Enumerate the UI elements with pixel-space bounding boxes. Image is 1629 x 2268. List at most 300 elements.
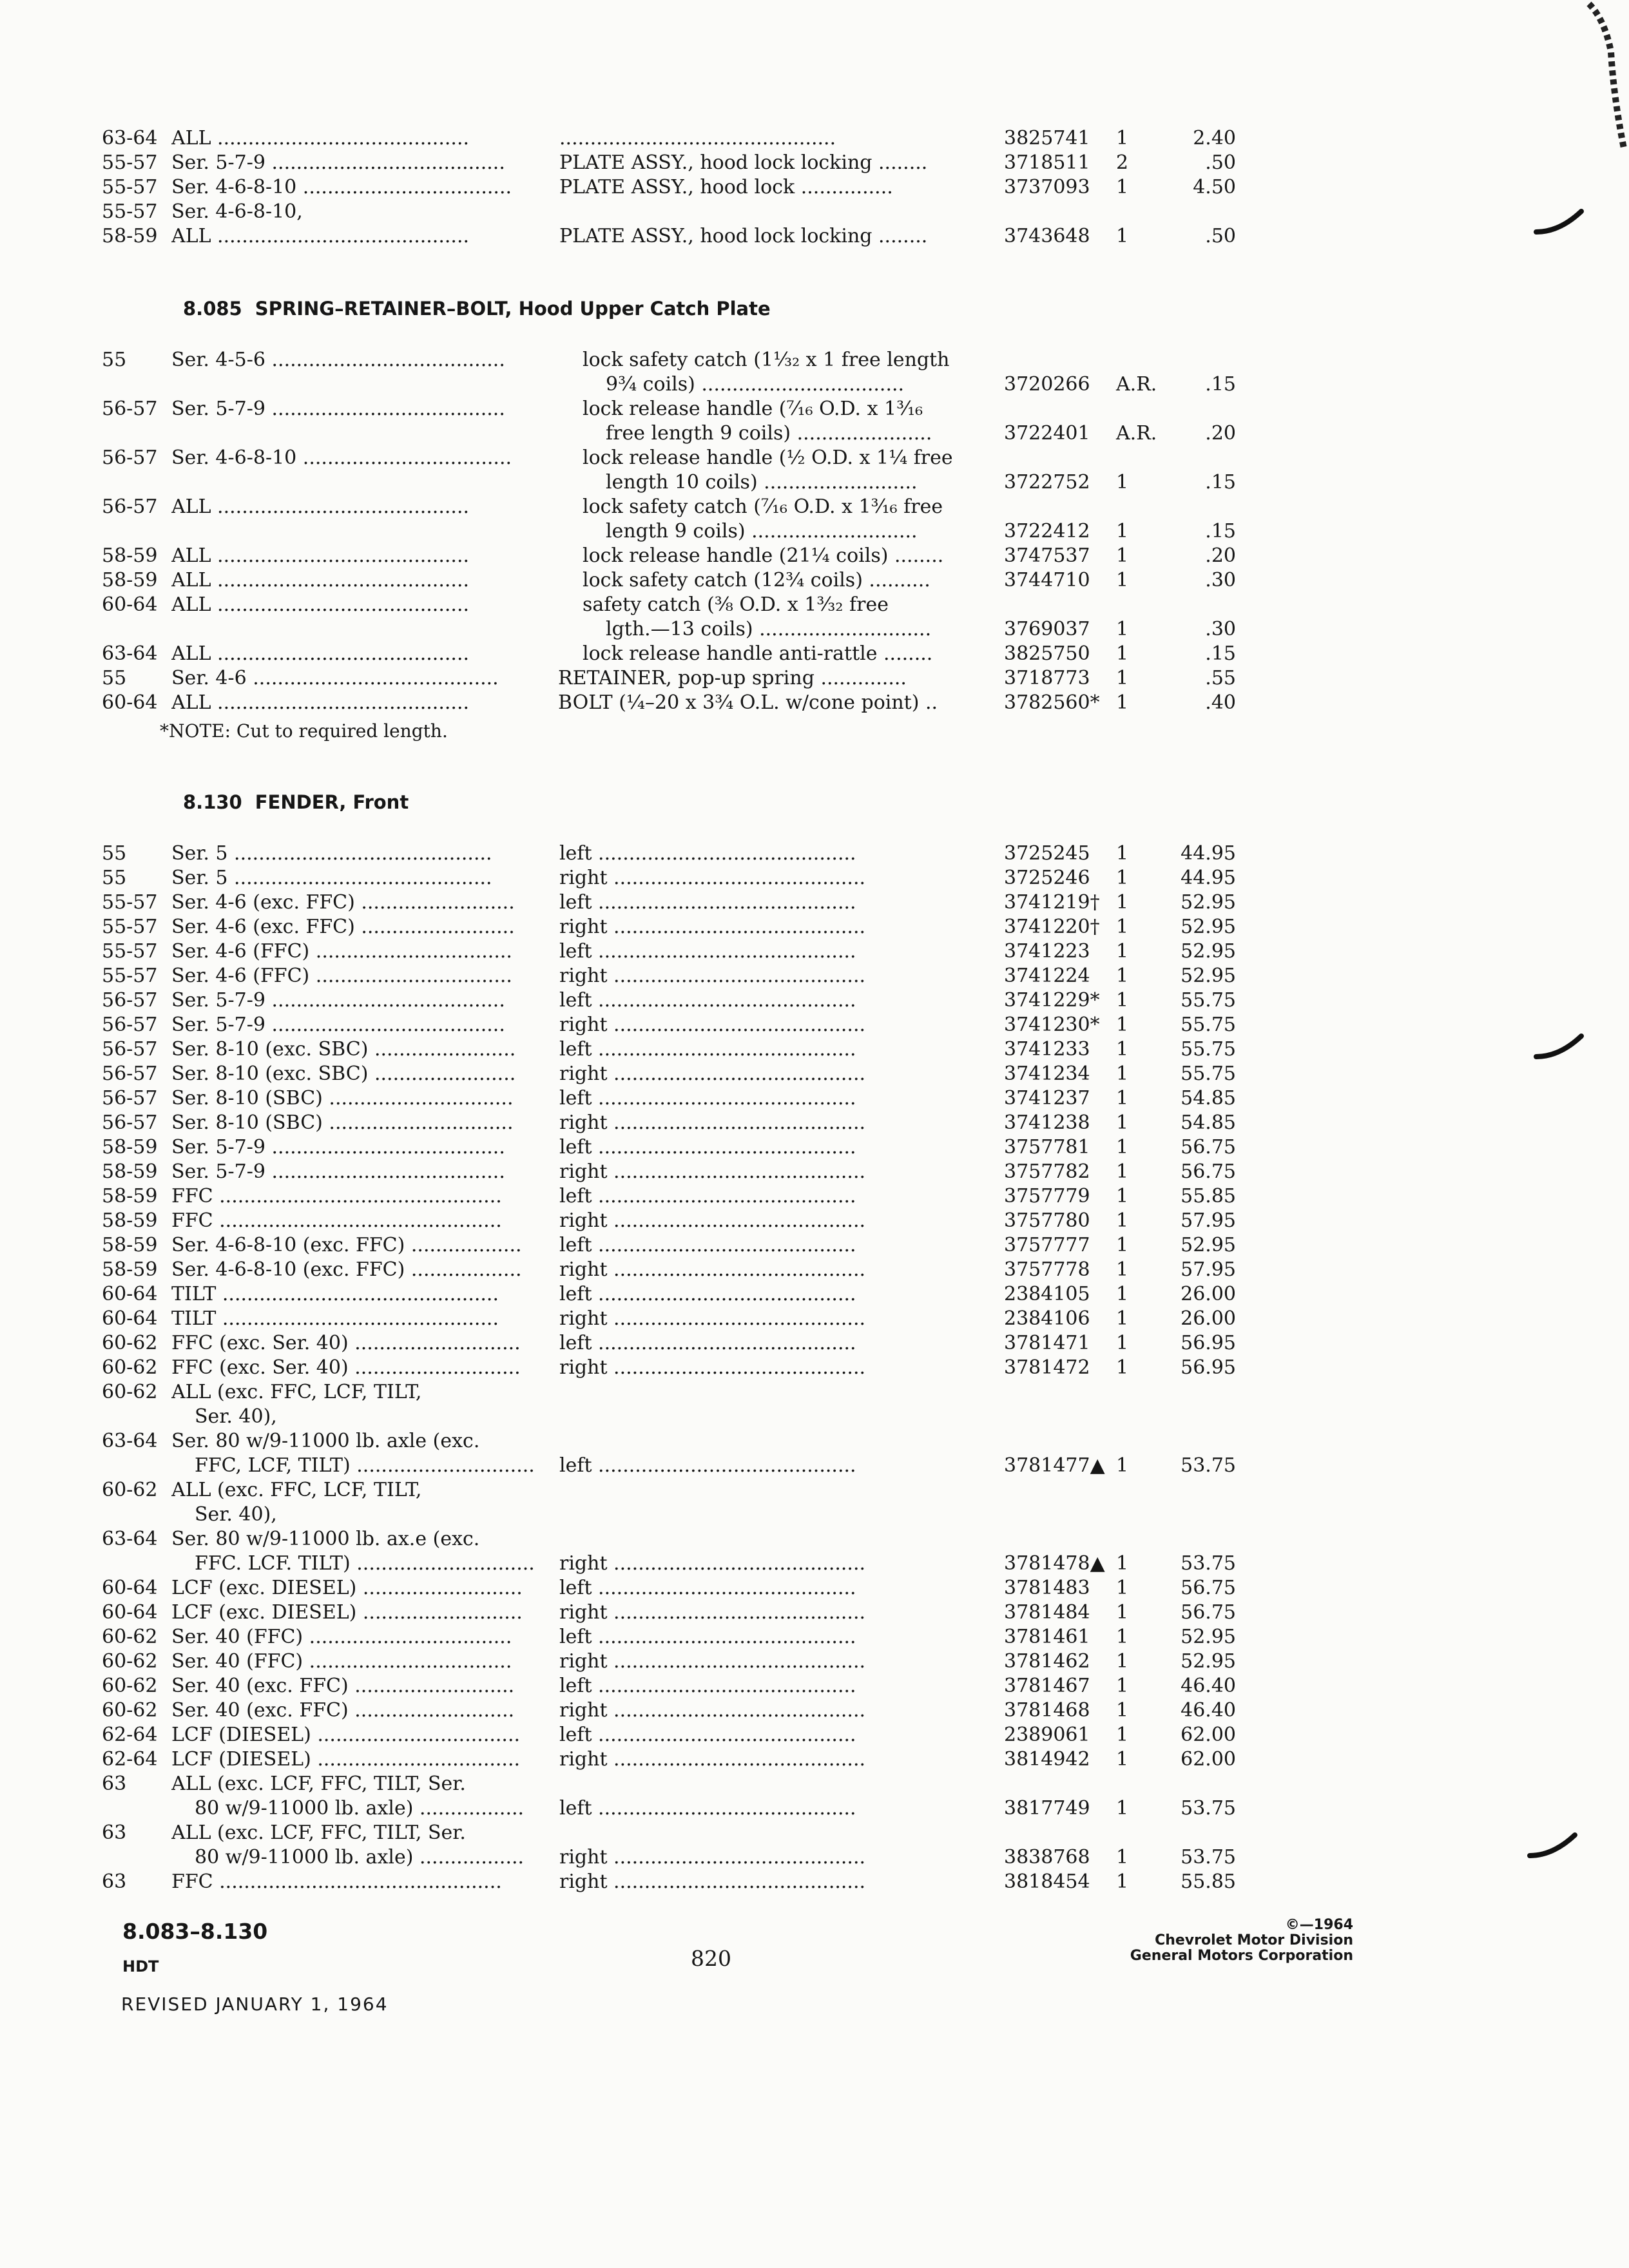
series-cell: Ser. 5-7-9 ...................................... bbox=[171, 1014, 505, 1036]
part-number-cell: 3781462 bbox=[1004, 1650, 1090, 1673]
series-cell: Ser. 4-6-8-10, bbox=[171, 200, 303, 223]
part-row bbox=[0, 915, 1629, 939]
price-cell: .15 bbox=[1205, 373, 1236, 396]
part-row bbox=[0, 1698, 1629, 1723]
part-number-cell: 3737093 bbox=[1004, 176, 1090, 198]
part-number-cell: 3743648 bbox=[1004, 225, 1090, 247]
price-cell: 56.75 bbox=[1181, 1136, 1236, 1158]
year-cell: 55 bbox=[102, 667, 127, 689]
year-cell: 63 bbox=[102, 1773, 127, 1795]
quantity-cell: 1 bbox=[1116, 1160, 1129, 1183]
quantity-cell: 1 bbox=[1116, 1699, 1129, 1722]
part-row bbox=[0, 544, 1629, 568]
description-cell: left .......................................... bbox=[559, 1136, 856, 1158]
quantity-cell: 1 bbox=[1116, 1111, 1129, 1134]
description-cell: left .......................................... bbox=[559, 891, 856, 914]
quantity-cell: 1 bbox=[1116, 1209, 1129, 1232]
price-cell: 57.95 bbox=[1181, 1209, 1236, 1232]
description-cell: length 10 coils) ......................... bbox=[606, 471, 918, 494]
part-row bbox=[0, 224, 1629, 249]
quantity-cell: 1 bbox=[1116, 1014, 1129, 1036]
part-row bbox=[0, 1135, 1629, 1160]
quantity-cell: 1 bbox=[1116, 642, 1129, 665]
part-number-cell: 3747537 bbox=[1004, 544, 1090, 567]
price-cell: 55.85 bbox=[1181, 1185, 1236, 1207]
quantity-cell: 1 bbox=[1116, 867, 1129, 889]
description-cell: right ......................................... bbox=[559, 867, 866, 889]
part-row bbox=[0, 1870, 1629, 1894]
quantity-cell: A.R. bbox=[1116, 373, 1157, 396]
description-cell: right ......................................... bbox=[559, 1650, 866, 1673]
description-cell: lock safety catch (⁷⁄₁₆ O.D. x 1³⁄₁₆ free bbox=[583, 495, 943, 518]
series-cell: Ser. 8-10 (exc. SBC) ....................... bbox=[171, 1062, 516, 1085]
description-cell: right ......................................... bbox=[559, 1601, 866, 1624]
price-cell: 56.75 bbox=[1181, 1601, 1236, 1624]
footer-range: 8.083–8.130 bbox=[122, 1919, 268, 1944]
part-number-cell: 3817749 bbox=[1004, 1797, 1090, 1820]
part-number-cell: 3781471 bbox=[1004, 1332, 1090, 1354]
quantity-cell: 2 bbox=[1116, 151, 1129, 174]
year-cell: 55-57 bbox=[102, 176, 158, 198]
description-cell: left .......................................... bbox=[559, 1038, 856, 1061]
price-cell: 55.75 bbox=[1181, 1038, 1236, 1061]
quantity-cell: 1 bbox=[1116, 1870, 1129, 1893]
part-number-cell: 2389061 bbox=[1004, 1724, 1090, 1746]
description-cell: right ......................................... bbox=[559, 1209, 866, 1232]
description-cell: PLATE ASSY., hood lock locking ........ bbox=[559, 151, 928, 174]
year-cell: 58-59 bbox=[102, 544, 158, 567]
quantity-cell: 1 bbox=[1116, 842, 1129, 865]
quantity-cell: 1 bbox=[1116, 891, 1129, 914]
series-cell: ALL (exc. FFC, LCF, TILT, bbox=[171, 1381, 422, 1403]
part-row bbox=[0, 1013, 1629, 1037]
part-number-cell: 3757779 bbox=[1004, 1185, 1090, 1207]
year-cell: 60-64 bbox=[102, 1283, 158, 1305]
quantity-cell: 1 bbox=[1116, 1356, 1129, 1379]
part-row bbox=[0, 372, 1629, 397]
series-cell: Ser. 40 (exc. FFC) .......................... bbox=[171, 1675, 515, 1697]
description-cell: left .......................................... bbox=[559, 1185, 856, 1207]
part-row bbox=[0, 691, 1629, 715]
part-row bbox=[0, 1503, 1629, 1527]
price-cell: 53.75 bbox=[1181, 1846, 1236, 1869]
binder-mark-icon bbox=[1527, 1830, 1579, 1862]
price-cell: 2.40 bbox=[1193, 127, 1236, 149]
page-number: 820 bbox=[691, 1946, 731, 1971]
description-cell: 9³⁄₄ coils) ................................. bbox=[606, 373, 905, 396]
part-number-cell: 3741219† bbox=[1004, 891, 1100, 914]
part-row bbox=[0, 1037, 1629, 1062]
part-row bbox=[0, 988, 1629, 1013]
footnote: *NOTE: Cut to required length. bbox=[160, 720, 448, 742]
division-name: Chevrolet Motor Division bbox=[1155, 1932, 1353, 1948]
part-row bbox=[0, 151, 1629, 175]
part-row bbox=[0, 1429, 1629, 1454]
series-cell: Ser. 4-6-8-10 (exc. FFC) .................. bbox=[171, 1258, 522, 1281]
part-row bbox=[0, 890, 1629, 915]
year-cell: 55-57 bbox=[102, 200, 158, 223]
series-cell: LCF (exc. DIESEL) .......................... bbox=[171, 1577, 523, 1599]
part-number-cell: 3782560* bbox=[1004, 691, 1100, 714]
description-cell: left .......................................... bbox=[559, 842, 856, 865]
series-cell: Ser. 4-6 (FFC) ................................ bbox=[171, 940, 512, 963]
description-cell: lock release handle (21¼ coils) ........ bbox=[583, 544, 944, 567]
series-cell: ALL ......................................... bbox=[171, 544, 470, 567]
series-cell: Ser. 80 w/9-11000 lb. ax.e (exc. bbox=[171, 1528, 480, 1550]
series-cell: FFC (exc. Ser. 40) ........................... bbox=[171, 1332, 521, 1354]
price-cell: 56.95 bbox=[1181, 1332, 1236, 1354]
series-cell: ALL (exc. LCF, FFC, TILT, Ser. bbox=[171, 1821, 466, 1844]
year-cell: 56-57 bbox=[102, 1062, 158, 1085]
year-cell: 58-59 bbox=[102, 225, 158, 247]
part-row bbox=[0, 1405, 1629, 1429]
part-number-cell: 3741223 bbox=[1004, 940, 1090, 963]
series-cell: Ser. 5-7-9 ...................................... bbox=[171, 1136, 505, 1158]
part-row bbox=[0, 939, 1629, 964]
description-cell: lock safety catch (12¾ coils) .......... bbox=[583, 569, 930, 591]
year-cell: 58-59 bbox=[102, 1234, 158, 1256]
binder-mark-icon bbox=[1534, 1031, 1585, 1063]
series-cell: Ser. 4-6 (FFC) ................................ bbox=[171, 965, 512, 987]
quantity-cell: 1 bbox=[1116, 1185, 1129, 1207]
year-cell: 62-64 bbox=[102, 1748, 158, 1771]
description-cell: lock safety catch (1¹⁄₃₂ x 1 free length bbox=[583, 349, 950, 371]
part-row bbox=[0, 519, 1629, 544]
price-cell: .30 bbox=[1205, 618, 1236, 640]
price-cell: 54.85 bbox=[1181, 1111, 1236, 1134]
series-cell: ALL (exc. LCF, FFC, TILT, Ser. bbox=[171, 1773, 466, 1795]
year-cell: 58-59 bbox=[102, 1209, 158, 1232]
part-row bbox=[0, 593, 1629, 617]
part-number-cell: 3825741 bbox=[1004, 127, 1090, 149]
series-cell: Ser. 40 (FFC) ................................. bbox=[171, 1650, 512, 1673]
part-number-cell: 3757777 bbox=[1004, 1234, 1090, 1256]
year-cell: 55 bbox=[102, 349, 127, 371]
year-cell: 60-62 bbox=[102, 1675, 158, 1697]
description-cell: PLATE ASSY., hood lock ............... bbox=[559, 176, 893, 198]
quantity-cell: 1 bbox=[1116, 667, 1129, 689]
part-row bbox=[0, 666, 1629, 691]
part-row bbox=[0, 175, 1629, 200]
part-number-cell: 3741220† bbox=[1004, 916, 1100, 938]
quantity-cell: 1 bbox=[1116, 1748, 1129, 1771]
quantity-cell: 1 bbox=[1116, 1724, 1129, 1746]
copyright-year: ©—1964 bbox=[1285, 1917, 1353, 1933]
quantity-cell: 1 bbox=[1116, 1626, 1129, 1648]
part-number-cell: 3769037 bbox=[1004, 618, 1090, 640]
part-row bbox=[0, 1356, 1629, 1380]
year-cell: 60-64 bbox=[102, 1577, 158, 1599]
description-cell: left .......................................... bbox=[559, 1577, 856, 1599]
part-number-cell: 3741234 bbox=[1004, 1062, 1090, 1085]
year-cell: 56-57 bbox=[102, 1014, 158, 1036]
description-cell: right ......................................... bbox=[559, 1699, 866, 1722]
part-number-cell: 3718511 bbox=[1004, 151, 1090, 174]
part-row bbox=[0, 1478, 1629, 1503]
series-cell: LCF (DIESEL) ................................. bbox=[171, 1748, 521, 1771]
corporation-name: General Motors Corporation bbox=[1130, 1948, 1353, 1964]
series-cell: ALL ......................................... bbox=[171, 691, 470, 714]
year-cell: 55-57 bbox=[102, 965, 158, 987]
series-cell: Ser. 40 (FFC) ................................. bbox=[171, 1626, 512, 1648]
part-row bbox=[0, 1600, 1629, 1625]
series-cell: Ser. 4-6-8-10 .................................. bbox=[171, 447, 512, 469]
part-number-cell: 3718773 bbox=[1004, 667, 1090, 689]
price-cell: 26.00 bbox=[1181, 1307, 1236, 1330]
part-number-cell: 3781468 bbox=[1004, 1699, 1090, 1722]
part-row bbox=[0, 397, 1629, 421]
description-cell: free length 9 coils) ...................... bbox=[606, 422, 932, 445]
quantity-cell: 1 bbox=[1116, 691, 1129, 714]
part-number-cell: 3741238 bbox=[1004, 1111, 1090, 1134]
part-row bbox=[0, 446, 1629, 470]
description-cell: left .......................................... bbox=[559, 1724, 856, 1746]
description-cell: safety catch (⅜ O.D. x 1³⁄₃₂ free bbox=[583, 593, 889, 616]
part-number-cell: 2384105 bbox=[1004, 1283, 1090, 1305]
year-cell: 63 bbox=[102, 1870, 127, 1893]
series-cell: FFC, LCF, TILT) ............................. bbox=[195, 1454, 535, 1477]
description-cell: left .......................................... bbox=[559, 989, 856, 1012]
series-cell: TILT ............................................. bbox=[171, 1283, 499, 1305]
part-row bbox=[0, 1649, 1629, 1674]
part-row bbox=[0, 866, 1629, 890]
binder-mark-icon bbox=[1534, 206, 1585, 238]
price-cell: 55.75 bbox=[1181, 989, 1236, 1012]
quantity-cell: 1 bbox=[1116, 618, 1129, 640]
series-cell: 80 w/9-11000 lb. axle) ................. bbox=[195, 1797, 525, 1820]
description-cell: right ......................................... bbox=[559, 1748, 866, 1771]
series-cell: Ser. 4-6 (exc. FFC) ......................... bbox=[171, 916, 515, 938]
part-number-cell: 3744710 bbox=[1004, 569, 1090, 591]
year-cell: 58-59 bbox=[102, 1185, 158, 1207]
description-cell: right ......................................... bbox=[559, 1552, 866, 1575]
description-cell: right ......................................... bbox=[559, 1870, 866, 1893]
price-cell: .20 bbox=[1205, 422, 1236, 445]
series-cell: Ser. 8-10 (exc. SBC) ....................... bbox=[171, 1038, 516, 1061]
description-cell: BOLT (¼–20 x 3¾ O.L. w/cone point) .. bbox=[558, 691, 938, 714]
part-row bbox=[0, 1160, 1629, 1184]
part-row bbox=[0, 1674, 1629, 1698]
quantity-cell: 1 bbox=[1116, 1577, 1129, 1599]
year-cell: 60-62 bbox=[102, 1356, 158, 1379]
quantity-cell: 1 bbox=[1116, 1675, 1129, 1697]
series-cell: Ser. 8-10 (SBC) .............................. bbox=[171, 1087, 514, 1110]
part-number-cell: 3725246 bbox=[1004, 867, 1090, 889]
quantity-cell: 1 bbox=[1116, 965, 1129, 987]
price-cell: 53.75 bbox=[1181, 1454, 1236, 1477]
quantity-cell: 1 bbox=[1116, 1846, 1129, 1869]
year-cell: 56-57 bbox=[102, 495, 158, 518]
series-cell: Ser. 5-7-9 ...................................... bbox=[171, 1160, 505, 1183]
price-cell: 54.85 bbox=[1181, 1087, 1236, 1110]
price-cell: .15 bbox=[1205, 471, 1236, 494]
year-cell: 60-64 bbox=[102, 1307, 158, 1330]
series-cell: ALL ......................................... bbox=[171, 569, 470, 591]
part-number-cell: 3838768 bbox=[1004, 1846, 1090, 1869]
part-row bbox=[0, 617, 1629, 642]
year-cell: 63-64 bbox=[102, 127, 158, 149]
series-cell: Ser. 5-7-9 ...................................... bbox=[171, 989, 505, 1012]
series-cell: LCF (exc. DIESEL) .......................... bbox=[171, 1601, 523, 1624]
year-cell: 60-62 bbox=[102, 1332, 158, 1354]
series-cell: LCF (DIESEL) ................................. bbox=[171, 1724, 521, 1746]
part-row bbox=[0, 1380, 1629, 1405]
section-heading-8-130: 8.130 FENDER, Front bbox=[183, 791, 409, 813]
year-cell: 58-59 bbox=[102, 1136, 158, 1158]
year-cell: 60-64 bbox=[102, 691, 158, 714]
series-cell: Ser. 40), bbox=[195, 1405, 277, 1428]
series-cell: Ser. 4-6-8-10 (exc. FFC) .................. bbox=[171, 1234, 522, 1256]
price-cell: 62.00 bbox=[1181, 1724, 1236, 1746]
series-cell: Ser. 4-6 ........................................ bbox=[171, 667, 499, 689]
part-row bbox=[0, 1821, 1629, 1845]
quantity-cell: 1 bbox=[1116, 176, 1129, 198]
series-cell: FFC .............................................. bbox=[171, 1209, 502, 1232]
year-cell: 60-62 bbox=[102, 1626, 158, 1648]
part-number-cell: 2384106 bbox=[1004, 1307, 1090, 1330]
year-cell: 55 bbox=[102, 867, 127, 889]
year-cell: 56-57 bbox=[102, 989, 158, 1012]
quantity-cell: 1 bbox=[1116, 127, 1129, 149]
part-number-cell: 3781472 bbox=[1004, 1356, 1090, 1379]
part-number-cell: 3781483 bbox=[1004, 1577, 1090, 1599]
part-row bbox=[0, 1209, 1629, 1233]
footer-code: HDT bbox=[122, 1957, 159, 1975]
year-cell: 60-62 bbox=[102, 1650, 158, 1673]
year-cell: 55 bbox=[102, 842, 127, 865]
quantity-cell: 1 bbox=[1116, 940, 1129, 963]
price-cell: .50 bbox=[1205, 151, 1236, 174]
part-row bbox=[0, 470, 1629, 495]
series-cell: 80 w/9-11000 lb. axle) ................. bbox=[195, 1846, 525, 1869]
year-cell: 55-57 bbox=[102, 151, 158, 174]
part-row bbox=[0, 1576, 1629, 1600]
description-cell: RETAINER, pop-up spring .............. bbox=[558, 667, 907, 689]
price-cell: 4.50 bbox=[1193, 176, 1236, 198]
price-cell: .15 bbox=[1205, 642, 1236, 665]
series-cell: Ser. 80 w/9-11000 lb. axle (exc. bbox=[171, 1430, 480, 1452]
part-row bbox=[0, 568, 1629, 593]
year-cell: 56-57 bbox=[102, 447, 158, 469]
year-cell: 55-57 bbox=[102, 891, 158, 914]
year-cell: 60-62 bbox=[102, 1699, 158, 1722]
year-cell: 56-57 bbox=[102, 1087, 158, 1110]
year-cell: 60-62 bbox=[102, 1381, 158, 1403]
quantity-cell: 1 bbox=[1116, 1454, 1129, 1477]
price-cell: 44.95 bbox=[1181, 842, 1236, 865]
part-row bbox=[0, 126, 1629, 151]
description-cell: length 9 coils) ........................... bbox=[606, 520, 918, 543]
part-number-cell: 3825750 bbox=[1004, 642, 1090, 665]
series-cell: ALL (exc. FFC, LCF, TILT, bbox=[171, 1479, 422, 1501]
description-cell: left .......................................... bbox=[559, 1454, 856, 1477]
quantity-cell: 1 bbox=[1116, 1307, 1129, 1330]
price-cell: 62.00 bbox=[1181, 1748, 1236, 1771]
part-row bbox=[0, 964, 1629, 988]
price-cell: 46.40 bbox=[1181, 1699, 1236, 1722]
description-cell: left .......................................... bbox=[559, 940, 856, 963]
description-cell: right ......................................... bbox=[559, 1307, 866, 1330]
description-cell: lgth.—13 coils) ............................ bbox=[606, 618, 932, 640]
series-cell: FFC .............................................. bbox=[171, 1870, 502, 1893]
part-number-cell: 3781484 bbox=[1004, 1601, 1090, 1624]
copyright-block bbox=[1130, 1917, 1353, 1964]
year-cell: 58-59 bbox=[102, 1258, 158, 1281]
price-cell: 52.95 bbox=[1181, 965, 1236, 987]
part-row bbox=[0, 642, 1629, 666]
part-number-cell: 3741230* bbox=[1004, 1014, 1100, 1036]
part-number-cell: 3722752 bbox=[1004, 471, 1090, 494]
price-cell: 56.75 bbox=[1181, 1160, 1236, 1183]
part-row bbox=[0, 200, 1629, 224]
part-row bbox=[0, 1233, 1629, 1258]
quantity-cell: 1 bbox=[1116, 1258, 1129, 1281]
series-cell: Ser. 5 .......................................... bbox=[171, 867, 492, 889]
price-cell: 52.95 bbox=[1181, 1650, 1236, 1673]
price-cell: 56.95 bbox=[1181, 1356, 1236, 1379]
price-cell: .20 bbox=[1205, 544, 1236, 567]
description-cell: left .......................................... bbox=[559, 1626, 856, 1648]
description-cell: left .......................................... bbox=[559, 1797, 856, 1820]
price-cell: 52.95 bbox=[1181, 1626, 1236, 1648]
description-cell: left .......................................... bbox=[559, 1332, 856, 1354]
description-cell: right ......................................... bbox=[559, 965, 866, 987]
part-number-cell: 3757782 bbox=[1004, 1160, 1090, 1183]
part-number-cell: 3818454 bbox=[1004, 1870, 1090, 1893]
quantity-cell: 1 bbox=[1116, 1601, 1129, 1624]
series-cell: Ser. 40), bbox=[195, 1503, 277, 1526]
price-cell: .40 bbox=[1205, 691, 1236, 714]
year-cell: 63-64 bbox=[102, 642, 158, 665]
price-cell: .30 bbox=[1205, 569, 1236, 591]
quantity-cell: 1 bbox=[1116, 1234, 1129, 1256]
part-row bbox=[0, 1307, 1629, 1331]
part-number-cell: 3757778 bbox=[1004, 1258, 1090, 1281]
description-cell: lock release handle anti-rattle ........ bbox=[583, 642, 933, 665]
part-row bbox=[0, 1552, 1629, 1576]
part-number-cell: 3741224 bbox=[1004, 965, 1090, 987]
quantity-cell: 1 bbox=[1116, 1552, 1129, 1575]
quantity-cell: 1 bbox=[1116, 1136, 1129, 1158]
year-cell: 55-57 bbox=[102, 916, 158, 938]
series-cell: FFC. LCF. TILT) ............................. bbox=[195, 1552, 535, 1575]
year-cell: 58-59 bbox=[102, 1160, 158, 1183]
series-cell: Ser. 5-7-9 ...................................... bbox=[171, 398, 505, 420]
quantity-cell: 1 bbox=[1116, 1087, 1129, 1110]
quantity-cell: 1 bbox=[1116, 471, 1129, 494]
part-row bbox=[0, 1772, 1629, 1796]
series-cell: Ser. 8-10 (SBC) .............................. bbox=[171, 1111, 514, 1134]
description-cell: right ......................................... bbox=[559, 1356, 866, 1379]
series-cell: ALL ......................................... bbox=[171, 495, 470, 518]
description-cell: right ......................................... bbox=[559, 1258, 866, 1281]
quantity-cell: 1 bbox=[1116, 989, 1129, 1012]
part-number-cell: 3757781 bbox=[1004, 1136, 1090, 1158]
year-cell: 55-57 bbox=[102, 940, 158, 963]
price-cell: 57.95 bbox=[1181, 1258, 1236, 1281]
part-row bbox=[0, 348, 1629, 372]
price-cell: 52.95 bbox=[1181, 1234, 1236, 1256]
part-row bbox=[0, 1111, 1629, 1135]
quantity-cell: 1 bbox=[1116, 225, 1129, 247]
quantity-cell: 1 bbox=[1116, 569, 1129, 591]
part-number-cell: 3814942 bbox=[1004, 1748, 1090, 1771]
series-cell: Ser. 40 (exc. FFC) .......................... bbox=[171, 1699, 515, 1722]
price-cell: 55.75 bbox=[1181, 1014, 1236, 1036]
quantity-cell: 1 bbox=[1116, 1332, 1129, 1354]
price-cell: .50 bbox=[1205, 225, 1236, 247]
series-cell: ALL ......................................... bbox=[171, 127, 470, 149]
